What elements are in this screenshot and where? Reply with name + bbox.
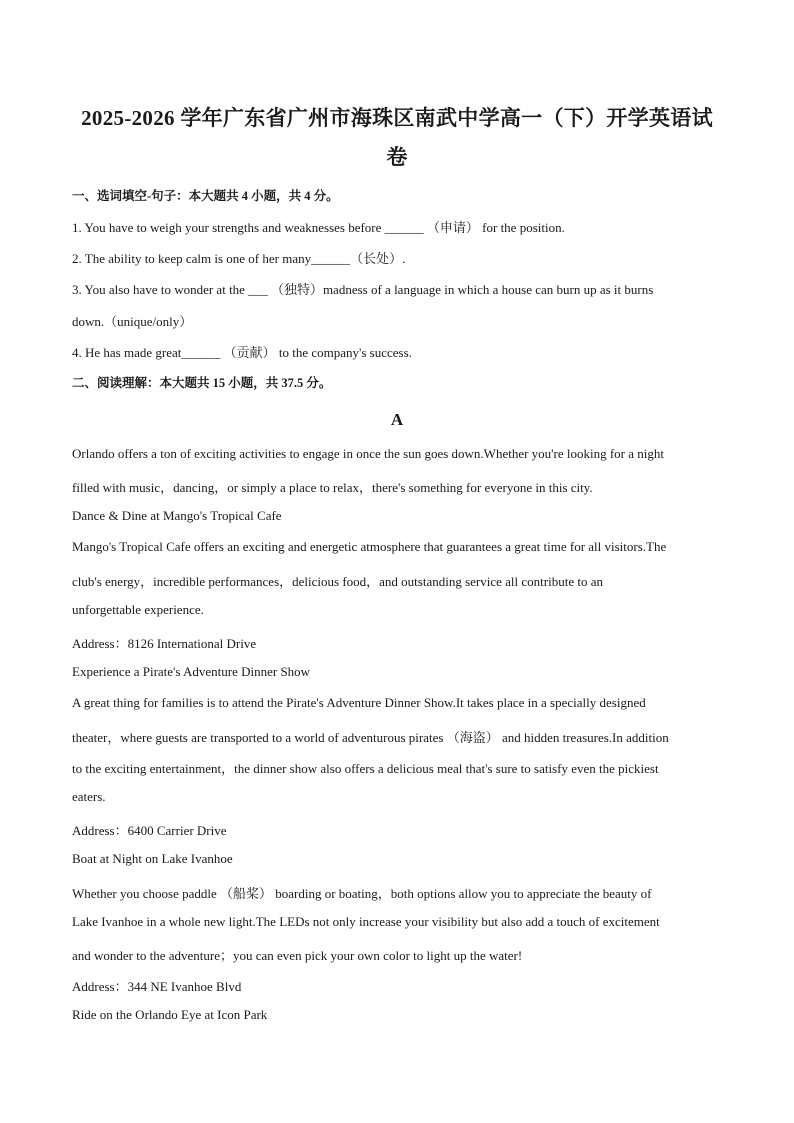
passage-address: Address：8126 International Drive — [72, 636, 257, 651]
section-2-heading: 二、阅读理解：本大题共 15 小题，共 37.5 分。 — [72, 376, 332, 390]
question-3: 3. You also have to wonder at the ___ （独特）madness of a language in which a house can burn up as it burns — [72, 282, 654, 297]
page-title-continued: 卷 — [386, 145, 408, 169]
passage-label: A — [390, 410, 404, 429]
passage-line: Lake Ivanhoe in a whole new light.The LEDs not only increase your visibility but also add a touch of excitement — [72, 914, 660, 929]
section-1-heading: 一、选词填空-句子：本大题共 4 小题，共 4 分。 — [72, 189, 339, 203]
passage-line: Whether you choose paddle （船桨） boarding or boating，both options allow you to appreciate the beauty of — [72, 886, 652, 901]
passage-line: club's energy，incredible performances，delicious food，and outstanding service all contribute to an — [72, 574, 603, 589]
question-4: 4. He has made great______ （贡献） to the company's success. — [72, 345, 412, 360]
passage-subheading: Ride on the Orlando Eye at Icon Park — [72, 1007, 268, 1022]
question-3-continued: down.（unique/only） — [72, 314, 193, 329]
question-1: 1. You have to weigh your strengths and weaknesses before ______ （申请） for the position. — [72, 220, 565, 235]
passage-subheading: Dance & Dine at Mango's Tropical Cafe — [72, 508, 282, 523]
passage-line: theater，where guests are transported to a world of adventurous pirates （海盗） and hidden treasures.In addition — [72, 730, 669, 745]
passage-line: to the exciting entertainment，the dinner show also offers a delicious meal that's sure to satisfy even the pickiest — [72, 761, 659, 776]
passage-address: Address：6400 Carrier Drive — [72, 823, 227, 838]
passage-line: Orlando offers a ton of exciting activities to engage in once the sun goes down.Whether you're looking for a night — [72, 446, 664, 461]
passage-line: unforgettable experience. — [72, 602, 204, 617]
passage-subheading: Experience a Pirate's Adventure Dinner Show — [72, 664, 311, 679]
passage-address: Address：344 NE Ivanhoe Blvd — [72, 979, 242, 994]
passage-line: and wonder to the adventure；you can even pick your own color to light up the water! — [72, 948, 523, 963]
passage-line: A great thing for families is to attend the Pirate's Adventure Dinner Show.It takes place in a specially designed — [72, 695, 646, 710]
passage-line: Mango's Tropical Cafe offers an exciting and energetic atmosphere that guarantees a great time for all visitors.The — [72, 539, 667, 554]
passage-subheading: Boat at Night on Lake Ivanhoe — [72, 851, 233, 866]
question-2: 2. The ability to keep calm is one of her many______（长处）. — [72, 251, 406, 266]
passage-line: filled with music，dancing，or simply a place to relax，there's something for everyone in this city. — [72, 480, 593, 495]
page-title: 2025-2026 学年广东省广州市海珠区南武中学高一（下）开学英语试 — [81, 106, 713, 130]
passage-line: eaters. — [72, 789, 106, 804]
